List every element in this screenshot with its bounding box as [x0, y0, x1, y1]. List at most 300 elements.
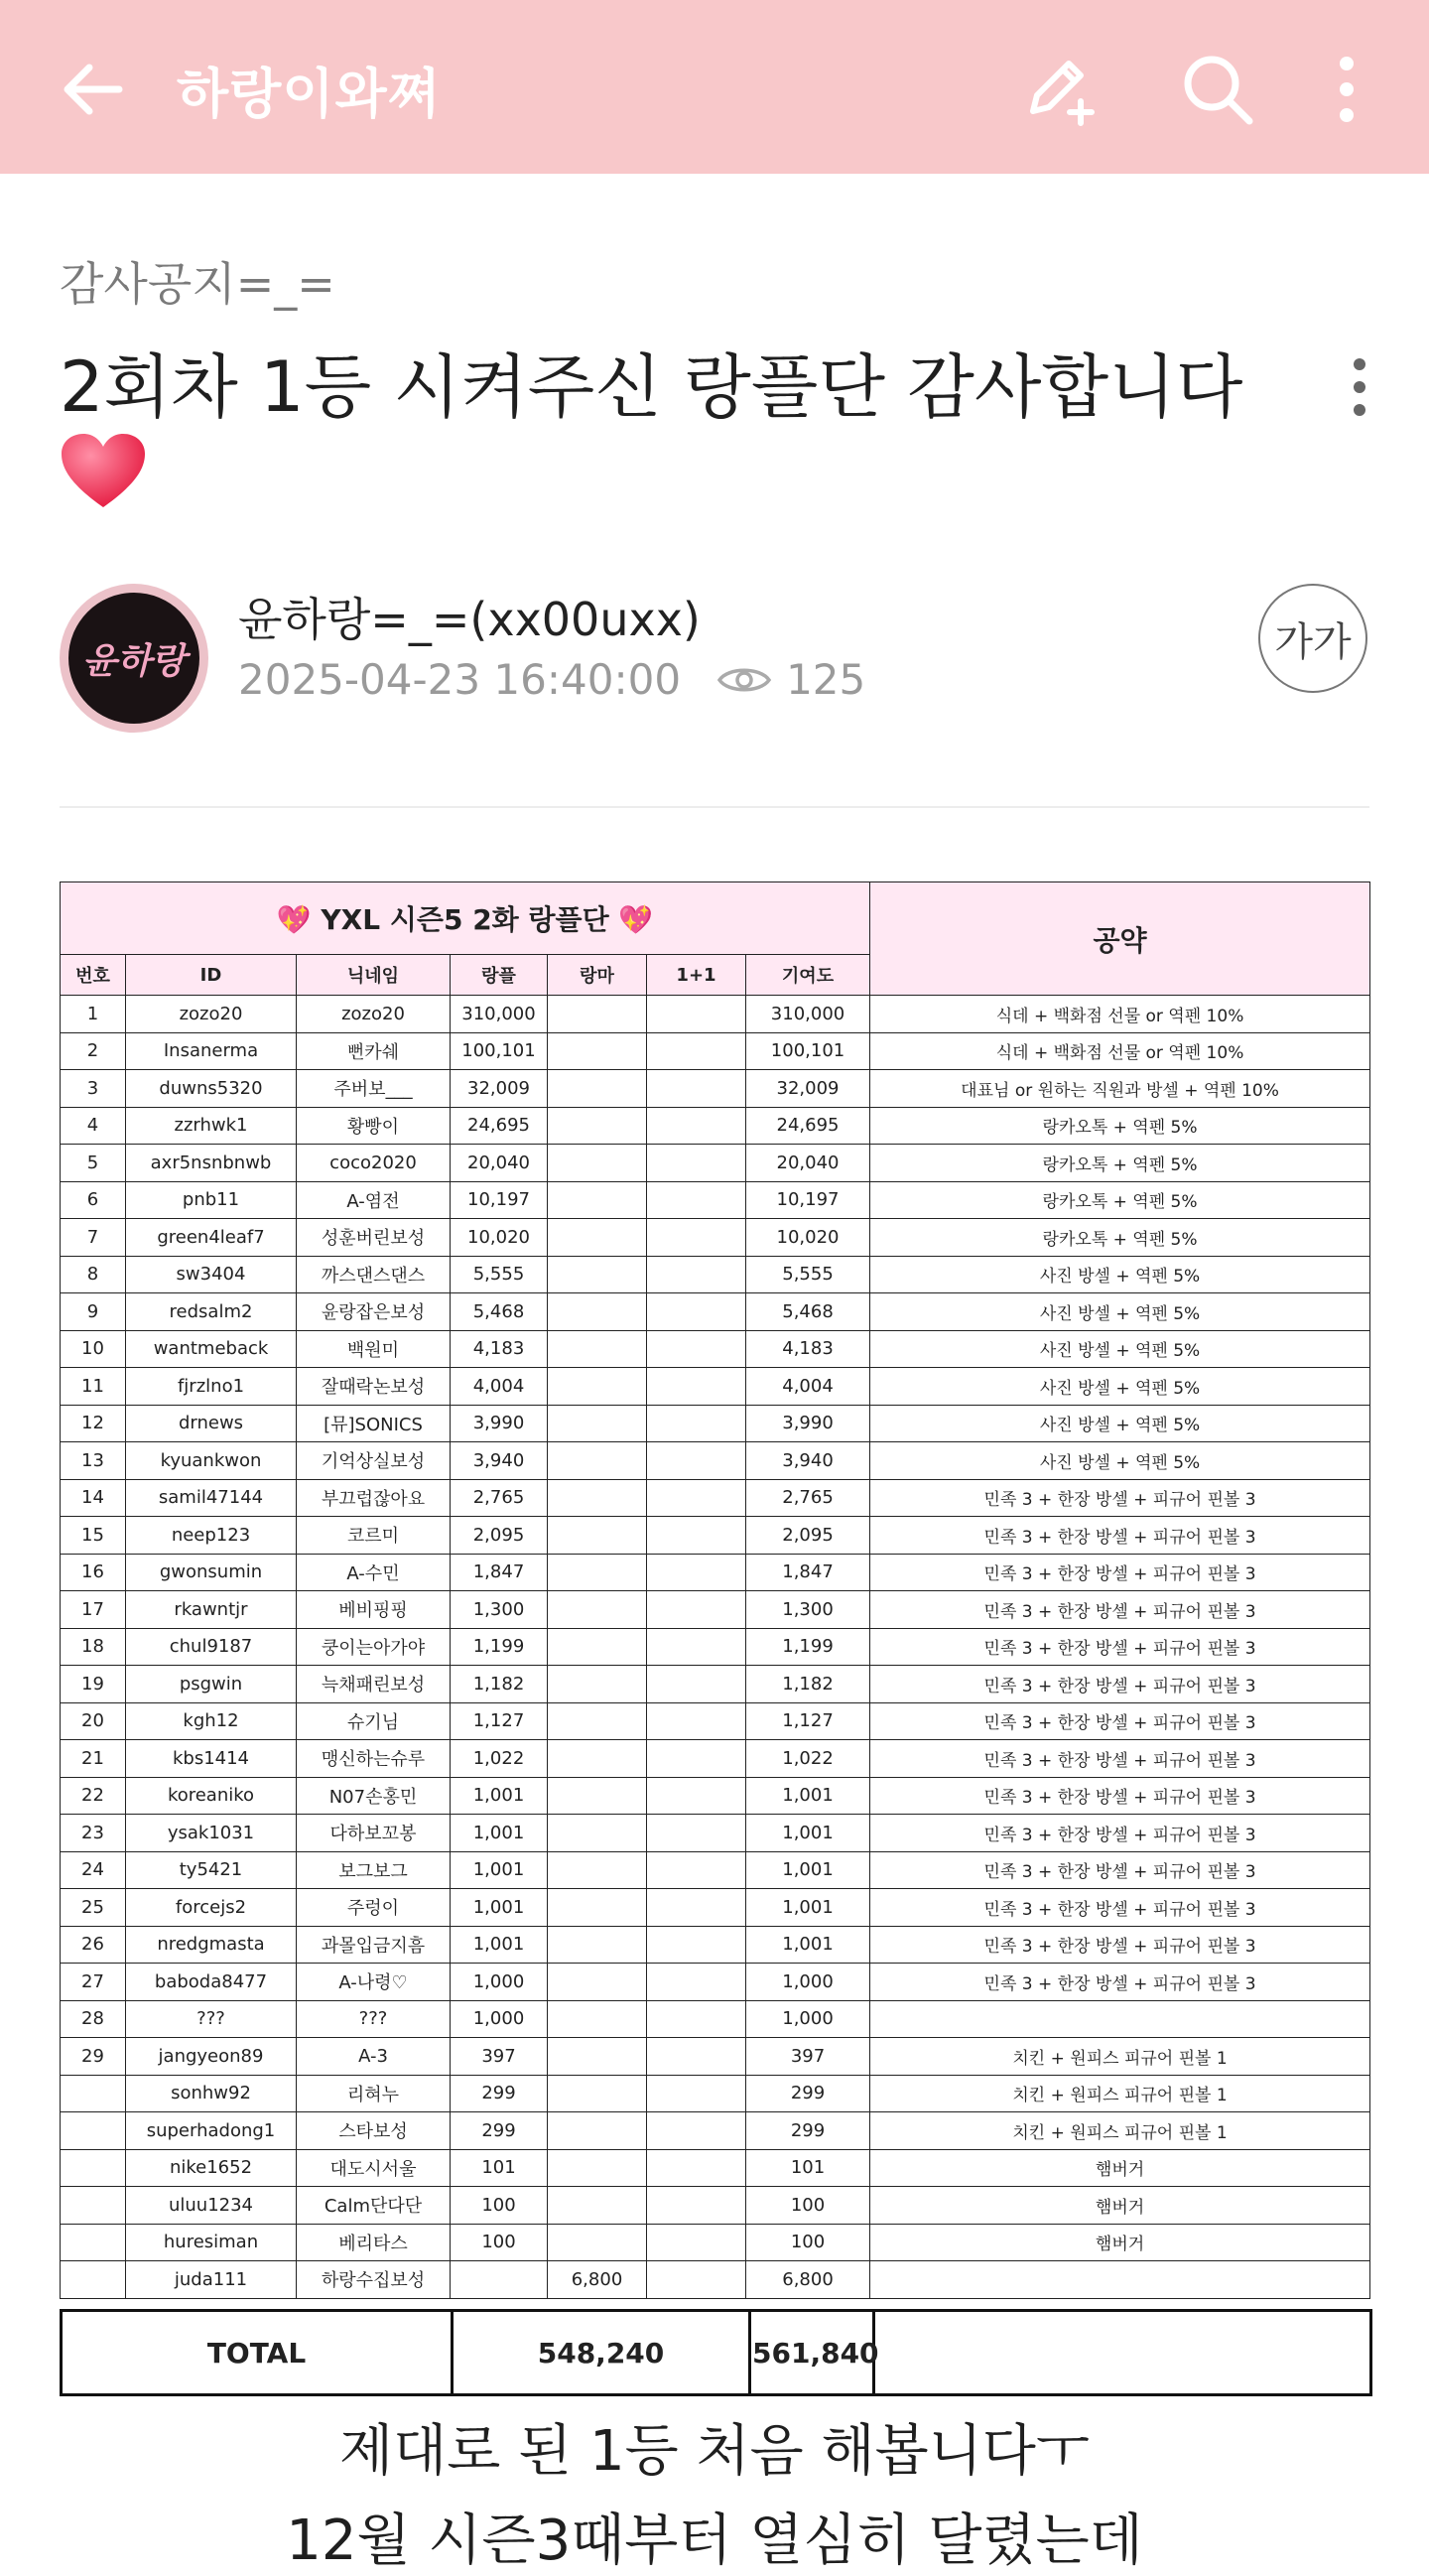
table-cell: [548, 1442, 647, 1480]
table-cell: A-수민: [297, 1554, 451, 1591]
table-cell: [548, 1702, 647, 1740]
table-cell: 27: [61, 1964, 126, 2001]
table-cell: drnews: [126, 1405, 297, 1442]
table-cell: 4: [61, 1107, 126, 1145]
table-cell: 다하보꼬봉: [297, 1815, 451, 1852]
table-cell: 6,800: [548, 2261, 647, 2299]
table-cell: [647, 2112, 746, 2150]
table-cell: nredgmasta: [126, 1926, 297, 1964]
table-cell: 5,555: [746, 1256, 870, 1293]
table-cell: kbs1414: [126, 1740, 297, 1778]
table-row: [61, 1032, 1370, 1070]
table-cell: gwonsumin: [126, 1554, 297, 1591]
pledge-cell: 사진 방셀 + 역펜 5%: [870, 1405, 1370, 1442]
table-row: [61, 1181, 1370, 1219]
total-empty: [874, 2311, 1371, 2395]
column-header: 랑플: [451, 955, 548, 996]
table-cell: Calm단다단: [297, 2187, 451, 2225]
table-cell: 397: [451, 2038, 548, 2076]
table-cell: 1,001: [746, 1926, 870, 1964]
table-cell: 1,199: [746, 1628, 870, 1666]
table-cell: [647, 996, 746, 1033]
table-cell: jangyeon89: [126, 2038, 297, 2076]
table-cell: 황빵이: [297, 1107, 451, 1145]
table-cell: 3: [61, 1070, 126, 1108]
table-cell: [647, 2075, 746, 2112]
table-cell: 백원미: [297, 1330, 451, 1368]
table-cell: 1,022: [451, 1740, 548, 1778]
table-cell: 29: [61, 2038, 126, 2076]
table-cell: uluu1234: [126, 2187, 297, 2225]
table-cell: 11: [61, 1368, 126, 1406]
table-cell: 9: [61, 1293, 126, 1331]
table-cell: 1,847: [451, 1554, 548, 1591]
pledge-cell: 민족 3 + 한장 방셀 + 피규어 핀볼 3: [870, 1517, 1370, 1555]
table-cell: 5,555: [451, 1256, 548, 1293]
table-cell: [647, 1032, 746, 1070]
table-cell: [548, 2000, 647, 2038]
table-cell: [548, 1554, 647, 1591]
table-row: [61, 2187, 1370, 2225]
table-cell: 주렁이: [297, 1889, 451, 1927]
table-cell: [548, 1256, 647, 1293]
table-cell: green4leaf7: [126, 1219, 297, 1257]
table-cell: [548, 1666, 647, 1703]
pledge-cell: 민족 3 + 한장 방셀 + 피규어 핀볼 3: [870, 1926, 1370, 1964]
table-cell: A-3: [297, 2038, 451, 2076]
table-cell: [647, 1964, 746, 2001]
table-cell: [548, 1293, 647, 1331]
table-cell: zzrhwk1: [126, 1107, 297, 1145]
body-line-2: 12월 시즌3때부터 열심히 달렸는데: [286, 2508, 1143, 2573]
table-cell: 299: [746, 2075, 870, 2112]
post-title-text: 2회차 1등 시켜주신 랑플단 감사합니다: [60, 346, 1243, 428]
table-cell: 24,695: [746, 1107, 870, 1145]
pledge-cell: 민족 3 + 한장 방셀 + 피규어 핀볼 3: [870, 1666, 1370, 1703]
table-cell: 3,940: [746, 1442, 870, 1480]
search-button[interactable]: [1173, 45, 1262, 134]
table-cell: 1,001: [451, 1777, 548, 1815]
table-cell: A-염전: [297, 1181, 451, 1219]
table-cell: [548, 996, 647, 1033]
table-cell: 299: [746, 2112, 870, 2150]
table-cell: 5,468: [746, 1293, 870, 1331]
table-cell: [548, 1815, 647, 1852]
table-cell: 21: [61, 1740, 126, 1778]
table-cell: 23: [61, 1815, 126, 1852]
table-row: [61, 1405, 1370, 1442]
table-cell: kgh12: [126, 1702, 297, 1740]
table-cell: 베비핑핑: [297, 1591, 451, 1629]
author-avatar[interactable]: [60, 584, 208, 733]
table-row: [61, 1554, 1370, 1591]
table-cell: 101: [746, 2149, 870, 2187]
table-cell: 쿵이는아가야: [297, 1628, 451, 1666]
table-cell: [647, 2261, 746, 2299]
table-cell: chul9187: [126, 1628, 297, 1666]
table-cell: 4,183: [451, 1330, 548, 1368]
table-cell: [548, 1517, 647, 1555]
table-cell: 4,004: [451, 1368, 548, 1406]
table-cell: [548, 1851, 647, 1889]
table-cell: 100: [451, 2224, 548, 2261]
table-cell: [647, 1554, 746, 1591]
table-cell: 1,000: [451, 2000, 548, 2038]
table-cell: samil47144: [126, 1479, 297, 1517]
table-cell: [647, 1926, 746, 1964]
table-cell: 16: [61, 1554, 126, 1591]
table-cell: 8: [61, 1256, 126, 1293]
author-name[interactable]: 윤하랑=_=(xx00uxx): [238, 593, 701, 646]
table-row: [61, 1964, 1370, 2001]
table-row: [61, 1256, 1370, 1293]
table-cell: 15: [61, 1517, 126, 1555]
table-cell: [647, 1815, 746, 1852]
table-cell: superhadong1: [126, 2112, 297, 2150]
table-cell: coco2020: [297, 1145, 451, 1182]
table-cell: [548, 2075, 647, 2112]
table-cell: [548, 2038, 647, 2076]
table-row: [61, 1926, 1370, 1964]
column-header: 1+1: [647, 955, 746, 996]
table-cell: 310,000: [746, 996, 870, 1033]
post-meta: [238, 655, 865, 704]
ranking-table: [60, 881, 1370, 2299]
table-cell: 4,183: [746, 1330, 870, 1368]
table-cell: ???: [126, 2000, 297, 2038]
table-cell: 베리타스: [297, 2224, 451, 2261]
table-cell: 6: [61, 1181, 126, 1219]
table-cell: ???: [297, 2000, 451, 2038]
table-cell: [548, 1145, 647, 1182]
table-cell: [548, 2149, 647, 2187]
table-cell: [647, 1851, 746, 1889]
table-cell: [61, 2075, 126, 2112]
table-cell: [548, 1032, 647, 1070]
table-cell: 299: [451, 2075, 548, 2112]
table-cell: 20,040: [746, 1145, 870, 1182]
table-cell: [647, 1405, 746, 1442]
table-cell: [647, 2187, 746, 2225]
table-cell: 10,197: [451, 1181, 548, 1219]
table-cell: axr5nsnbnwb: [126, 1145, 297, 1182]
table-cell: 부끄럽잖아요: [297, 1479, 451, 1517]
font-size-label: 가가: [1274, 618, 1352, 665]
table-cell: 늑채패린보성: [297, 1666, 451, 1703]
table-cell: 5,468: [451, 1293, 548, 1331]
table-cell: 6,800: [746, 2261, 870, 2299]
table-cell: 성훈버린보성: [297, 1219, 451, 1257]
table-cell: wantmeback: [126, 1330, 297, 1368]
table-row: [61, 1293, 1370, 1331]
table-cell: 24: [61, 1851, 126, 1889]
table-cell: [647, 1293, 746, 1331]
write-button[interactable]: [1014, 45, 1104, 134]
table-cell: 10: [61, 1330, 126, 1368]
table-cell: 잘때락논보성: [297, 1368, 451, 1406]
table-cell: [647, 1740, 746, 1778]
table-cell: 코르미: [297, 1517, 451, 1555]
table-cell: [647, 1145, 746, 1182]
table-cell: 1,300: [451, 1591, 548, 1629]
table-cell: [647, 1517, 746, 1555]
table-cell: [548, 1070, 647, 1108]
view-count: 125: [786, 655, 866, 704]
table-cell: [548, 1740, 647, 1778]
table-cell: juda111: [126, 2261, 297, 2299]
table-cell: [61, 2261, 126, 2299]
pledge-cell: 민족 3 + 한장 방셀 + 피규어 핀볼 3: [870, 1777, 1370, 1815]
table-cell: 2,095: [451, 1517, 548, 1555]
column-header: 기여도: [746, 955, 870, 996]
table-cell: sw3404: [126, 1256, 297, 1293]
table-cell: 12: [61, 1405, 126, 1442]
table-cell: [548, 1479, 647, 1517]
table-cell: pnb11: [126, 1181, 297, 1219]
table-row: [61, 1889, 1370, 1927]
total-contribution: 561,840: [750, 2311, 874, 2395]
table-cell: [647, 1330, 746, 1368]
table-cell: 1,300: [746, 1591, 870, 1629]
pledge-cell: 사진 방셀 + 역펜 5%: [870, 1330, 1370, 1368]
table-row: [61, 2000, 1370, 2038]
post-title: [60, 342, 1290, 532]
table-row: [61, 1219, 1370, 1257]
table-cell: Insanerma: [126, 1032, 297, 1070]
table-cell: 17: [61, 1591, 126, 1629]
table-cell: huresiman: [126, 2224, 297, 2261]
table-cell: 2: [61, 1032, 126, 1070]
table-cell: [647, 1181, 746, 1219]
total-rangpl: 548,240: [453, 2311, 750, 2395]
pledge-cell: 민족 3 + 한장 방셀 + 피규어 핀볼 3: [870, 1554, 1370, 1591]
pledge-cell: 대표님 or 원하는 직원과 방셀 + 역펜 10%: [870, 1070, 1370, 1108]
table-cell: [647, 1368, 746, 1406]
table-cell: [647, 1777, 746, 1815]
pledge-header: 공약: [870, 882, 1370, 996]
pledge-cell: 햄버거: [870, 2187, 1370, 2225]
column-header: 닉네임: [297, 955, 451, 996]
table-cell: 100: [451, 2187, 548, 2225]
pledge-cell: 민족 3 + 한장 방셀 + 피규어 핀볼 3: [870, 1702, 1370, 1740]
table-cell: 10,020: [746, 1219, 870, 1257]
app-title: 하랑이와쪄: [177, 63, 441, 125]
table-cell: neep123: [126, 1517, 297, 1555]
table-cell: 보그보그: [297, 1851, 451, 1889]
sheet-title: 💖 YXL 시즌5 2화 랑플단 💖: [61, 882, 870, 955]
table-cell: [548, 1181, 647, 1219]
table-cell: 과몰입금지흠: [297, 1926, 451, 1964]
table-row: [61, 1666, 1370, 1703]
table-cell: 25: [61, 1889, 126, 1927]
table-cell: 1,127: [746, 1702, 870, 1740]
table-cell: 100: [746, 2187, 870, 2225]
table-cell: zozo20: [126, 996, 297, 1033]
back-button[interactable]: [52, 50, 131, 129]
table-cell: sonhw92: [126, 2075, 297, 2112]
table-row: [61, 1517, 1370, 1555]
table-row: [61, 1107, 1370, 1145]
pledge-cell: 사진 방셀 + 역펜 5%: [870, 1368, 1370, 1406]
table-cell: [647, 1702, 746, 1740]
table-cell: 리혀누: [297, 2075, 451, 2112]
table-cell: ysak1031: [126, 1815, 297, 1852]
pledge-cell: 랑카오톡 + 역펜 5%: [870, 1145, 1370, 1182]
table-cell: redsalm2: [126, 1293, 297, 1331]
pledge-cell: 민족 3 + 한장 방셀 + 피규어 핀볼 3: [870, 1889, 1370, 1927]
table-cell: 24,695: [451, 1107, 548, 1145]
table-row: [61, 2224, 1370, 2261]
font-size-button[interactable]: [1258, 584, 1367, 693]
body-line-1: 제대로 된 1등 처음 해봅니다ㅜ: [339, 2419, 1090, 2484]
table-cell: 주버보___: [297, 1070, 451, 1108]
table-cell: 1,001: [746, 1777, 870, 1815]
table-cell: 1,001: [746, 1889, 870, 1927]
table-cell: [548, 2112, 647, 2150]
table-cell: [647, 1219, 746, 1257]
table-cell: [647, 2000, 746, 2038]
table-cell: [647, 2038, 746, 2076]
table-row: [61, 1479, 1370, 1517]
table-cell: 20: [61, 1702, 126, 1740]
table-cell: [451, 2261, 548, 2299]
pledge-cell: 민족 3 + 한장 방셀 + 피규어 핀볼 3: [870, 1851, 1370, 1889]
table-cell: [61, 2187, 126, 2225]
search-icon: [1178, 50, 1257, 129]
table-cell: [548, 1591, 647, 1629]
table-cell: 299: [451, 2112, 548, 2150]
table-cell: 1: [61, 996, 126, 1033]
table-row: [61, 1628, 1370, 1666]
table-cell: 101: [451, 2149, 548, 2187]
table-cell: 7: [61, 1219, 126, 1257]
table-row: [61, 1591, 1370, 1629]
pencil-plus-icon: [1019, 50, 1099, 129]
table-cell: [647, 1442, 746, 1480]
pledge-cell: 민족 3 + 한장 방셀 + 피규어 핀볼 3: [870, 1479, 1370, 1517]
table-cell: 397: [746, 2038, 870, 2076]
table-cell: 4,004: [746, 1368, 870, 1406]
table-cell: [548, 1219, 647, 1257]
table-cell: [647, 1889, 746, 1927]
table-cell: 1,000: [746, 2000, 870, 2038]
table-row: [61, 1777, 1370, 1815]
table-cell: 10,020: [451, 1219, 548, 1257]
table-cell: 26: [61, 1926, 126, 1964]
table-cell: 2,765: [746, 1479, 870, 1517]
table-cell: [548, 1330, 647, 1368]
table-cell: 2,765: [451, 1479, 548, 1517]
table-row: [61, 2038, 1370, 2076]
pledge-cell: 치킨 + 원피스 피규어 핀볼 1: [870, 2112, 1370, 2150]
heart-emoji-icon: [60, 432, 147, 532]
pledge-cell: 햄버거: [870, 2224, 1370, 2261]
pledge-cell: 사진 방셀 + 역펜 5%: [870, 1256, 1370, 1293]
table-cell: 3,940: [451, 1442, 548, 1480]
table-cell: [647, 1628, 746, 1666]
table-cell: 1,001: [746, 1851, 870, 1889]
table-cell: 1,182: [451, 1666, 548, 1703]
pledge-cell: [870, 2000, 1370, 2038]
pledge-cell: 랑카오톡 + 역펜 5%: [870, 1107, 1370, 1145]
column-header: 랑마: [548, 955, 647, 996]
table-row: [61, 1702, 1370, 1740]
table-row: [61, 2075, 1370, 2112]
table-cell: 100,101: [746, 1032, 870, 1070]
pledge-cell: 식데 + 백화점 선물 or 역펜 10%: [870, 996, 1370, 1033]
table-cell: 1,001: [451, 1889, 548, 1927]
table-cell: 32,009: [451, 1070, 548, 1108]
pledge-cell: 민족 3 + 한장 방셀 + 피규어 핀볼 3: [870, 1815, 1370, 1852]
total-table: [60, 2309, 1372, 2396]
table-cell: forcejs2: [126, 1889, 297, 1927]
table-cell: 310,000: [451, 996, 548, 1033]
table-cell: rkawntjr: [126, 1591, 297, 1629]
table-cell: [548, 1107, 647, 1145]
table-cell: 10,197: [746, 1181, 870, 1219]
table-cell: 기억상실보성: [297, 1442, 451, 1480]
table-cell: [647, 1107, 746, 1145]
pledge-cell: 치킨 + 원피스 피규어 핀볼 1: [870, 2075, 1370, 2112]
table-row: [61, 2261, 1370, 2299]
back-arrow-icon: [60, 62, 123, 117]
table-cell: 14: [61, 1479, 126, 1517]
table-cell: 1,001: [746, 1815, 870, 1852]
table-cell: 28: [61, 2000, 126, 2038]
table-cell: 2,095: [746, 1517, 870, 1555]
table-cell: 스타보성: [297, 2112, 451, 2150]
pledge-cell: 식데 + 백화점 선물 or 역펜 10%: [870, 1032, 1370, 1070]
pledge-cell: [870, 2261, 1370, 2299]
post-date: 2025-04-23 16:40:00: [238, 655, 682, 704]
table-cell: 3,990: [746, 1405, 870, 1442]
table-cell: [548, 1889, 647, 1927]
post-more-button[interactable]: [1330, 352, 1389, 422]
table-cell: 1,000: [451, 1964, 548, 2001]
more-vertical-icon: [1348, 354, 1371, 420]
pledge-cell: 랑카오톡 + 역펜 5%: [870, 1219, 1370, 1257]
table-cell: psgwin: [126, 1666, 297, 1703]
table-cell: [647, 2224, 746, 2261]
table-cell: 13: [61, 1442, 126, 1480]
table-cell: koreaniko: [126, 1777, 297, 1815]
more-vertical-icon: [1332, 50, 1362, 129]
table-cell: [647, 1666, 746, 1703]
table-cell: 1,000: [746, 1964, 870, 2001]
table-cell: 3,990: [451, 1405, 548, 1442]
table-cell: fjrzlno1: [126, 1368, 297, 1406]
table-cell: [647, 1591, 746, 1629]
table-cell: [548, 1405, 647, 1442]
table-cell: ty5421: [126, 1851, 297, 1889]
table-cell: 1,001: [451, 1926, 548, 1964]
table-cell: [548, 2224, 647, 2261]
pledge-cell: 햄버거: [870, 2149, 1370, 2187]
table-cell: 1,127: [451, 1702, 548, 1740]
table-cell: [647, 1256, 746, 1293]
table-cell: 100: [746, 2224, 870, 2261]
table-cell: 5: [61, 1145, 126, 1182]
table-cell: [61, 2112, 126, 2150]
table-cell: nike1652: [126, 2149, 297, 2187]
table-cell: [뮤]SONICS: [297, 1405, 451, 1442]
pledge-cell: 치킨 + 원피스 피규어 핀볼 1: [870, 2038, 1370, 2076]
avatar-logo-text: 윤하랑: [81, 640, 187, 682]
total-label: TOTAL: [62, 2311, 453, 2395]
more-menu-button[interactable]: [1302, 45, 1391, 134]
post-category[interactable]: 감사공지=_=: [60, 257, 335, 311]
pledge-cell: 민족 3 + 한장 방셀 + 피규어 핀볼 3: [870, 1964, 1370, 2001]
